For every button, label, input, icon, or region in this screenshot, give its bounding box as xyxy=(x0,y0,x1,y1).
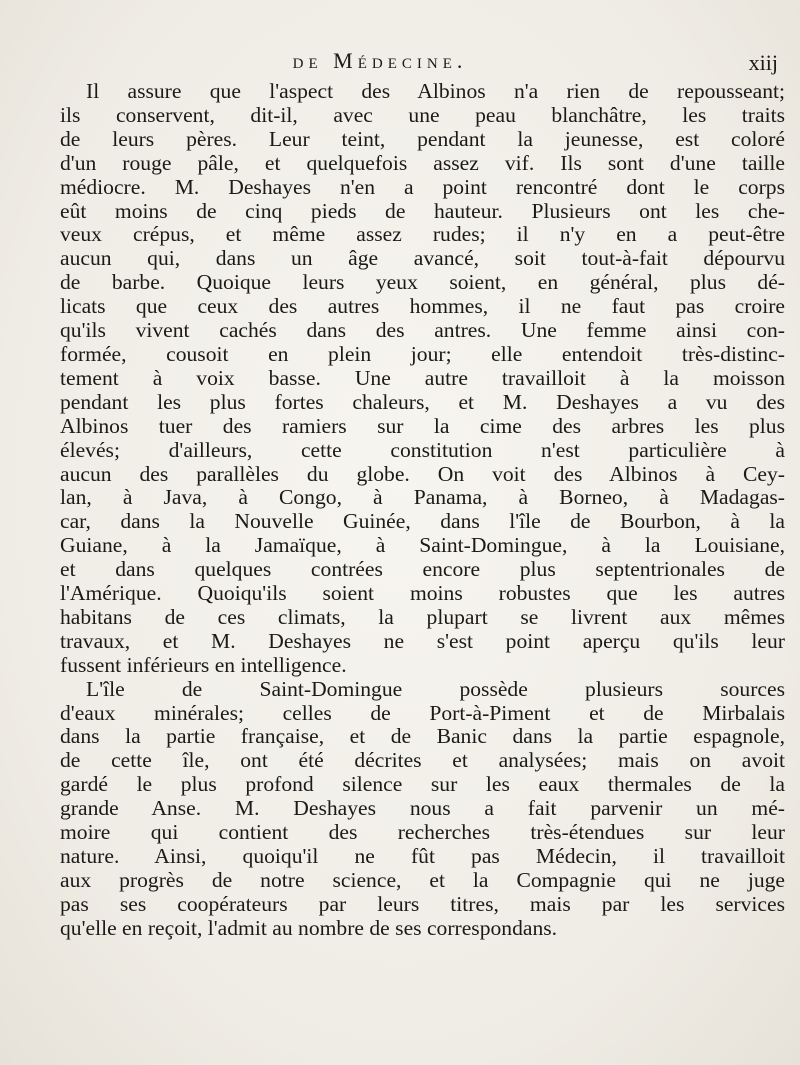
text-line: lan, à Java, à Congo, à Panama, à Borneo, à Madagas- xyxy=(60,485,785,510)
text-line: l'Amérique. Quoiqu'ils soient moins robustes que les autres xyxy=(60,581,785,606)
text-line: grande Anse. M. Deshayes nous a fait parvenir un mé- xyxy=(60,796,785,821)
text-line: d'eaux minérales; celles de Port-à-Piment et de Mirbalais xyxy=(60,700,785,725)
text-line: Guiane, à la Jamaïque, à Saint-Domingue, à la Louisiane, xyxy=(60,533,785,558)
text-line: dans la partie française, et de Banic dans la partie espagnole, xyxy=(60,724,785,749)
text-line: veux crépus, et même assez rudes; il n'y en a peut-être xyxy=(60,222,785,247)
text-line: de cette île, ont été décrites et analysées; mais on avoit xyxy=(60,748,785,773)
text-line: qu'elle en reçoit, l'admit au nombre de ses correspondans. xyxy=(60,915,558,940)
text-line: médiocre. M. Deshayes n'en a point rencontré dont le corps xyxy=(60,174,785,199)
text-line: fussent inférieurs en intelligence. xyxy=(60,652,347,677)
text-line: gardé le plus profond silence sur les eaux thermales de la xyxy=(60,772,785,797)
text-line: pendant les plus fortes chaleurs, et M. Deshayes a vu des xyxy=(60,389,785,414)
text-line: nature. Ainsi, quoiqu'il ne fût pas Médecin, il travailloit xyxy=(60,844,785,868)
text-line: car, dans la Nouvelle Guinée, dans l'île de Bourbon, à la xyxy=(60,509,785,534)
text-line: et dans quelques contrées encore plus septentrionales de xyxy=(60,557,785,582)
page-number: xiij xyxy=(748,50,778,75)
text-line: aucun qui, dans un âge avancé, soit tout-à-fait dépourvu xyxy=(60,246,785,271)
text-line: travaux, et M. Deshayes ne s'est point aperçu qu'ils leur xyxy=(60,628,785,653)
paragraph xyxy=(60,80,785,678)
text-line: aux progrès de notre science, et la Compagnie qui ne juge xyxy=(60,867,785,892)
text-line: formée, cousoit en plein jour; elle entendoit très-distinc- xyxy=(60,341,785,366)
text-line: aucun des parallèles du globe. On voit des Albinos à Cey- xyxy=(60,461,785,486)
text-line: eût moins de cinq pieds de hauteur. Plusieurs ont les che- xyxy=(60,198,785,223)
text-line: tement à voix basse. Une autre travailloit à la moisson xyxy=(60,365,785,390)
text-line: Albinos tuer des ramiers sur la cime des arbres les plus xyxy=(60,413,785,438)
body-text xyxy=(60,80,785,941)
text-line: pas ses coopérateurs par leurs titres, mais par les services xyxy=(60,891,785,916)
text-line: licats que ceux des autres hommes, il ne faut pas croire xyxy=(60,294,785,319)
text-line: de leurs pères. Leur teint, pendant la jeunesse, est coloré xyxy=(60,126,785,151)
paragraph xyxy=(60,678,785,941)
text-line: moire qui contient des recherches très-étendues sur leur xyxy=(60,820,785,845)
text-line: de barbe. Quoique leurs yeux soient, en général, plus dé- xyxy=(60,270,785,295)
text-line: ils conservent, dit-il, avec une peau blanchâtre, les traits xyxy=(60,102,785,127)
text-line: Il assure que l'aspect des Albinos n'a rien de repousseant; xyxy=(86,79,785,103)
text-line: L'île de Saint-Domingue possède plusieurs sources xyxy=(86,676,785,701)
text-line: élevés; d'ailleurs, cette constitution n'est particulière à xyxy=(60,437,785,462)
text-line: qu'ils vivent cachés dans des antres. Une femme ainsi con- xyxy=(60,318,785,343)
text-line: habitans de ces climats, la plupart se livrent aux mêmes xyxy=(60,604,785,629)
text-line: d'un rouge pâle, et quelquefois assez vif. Ils sont d'une taille xyxy=(60,150,785,175)
running-head: de Médecine. xyxy=(292,48,468,73)
